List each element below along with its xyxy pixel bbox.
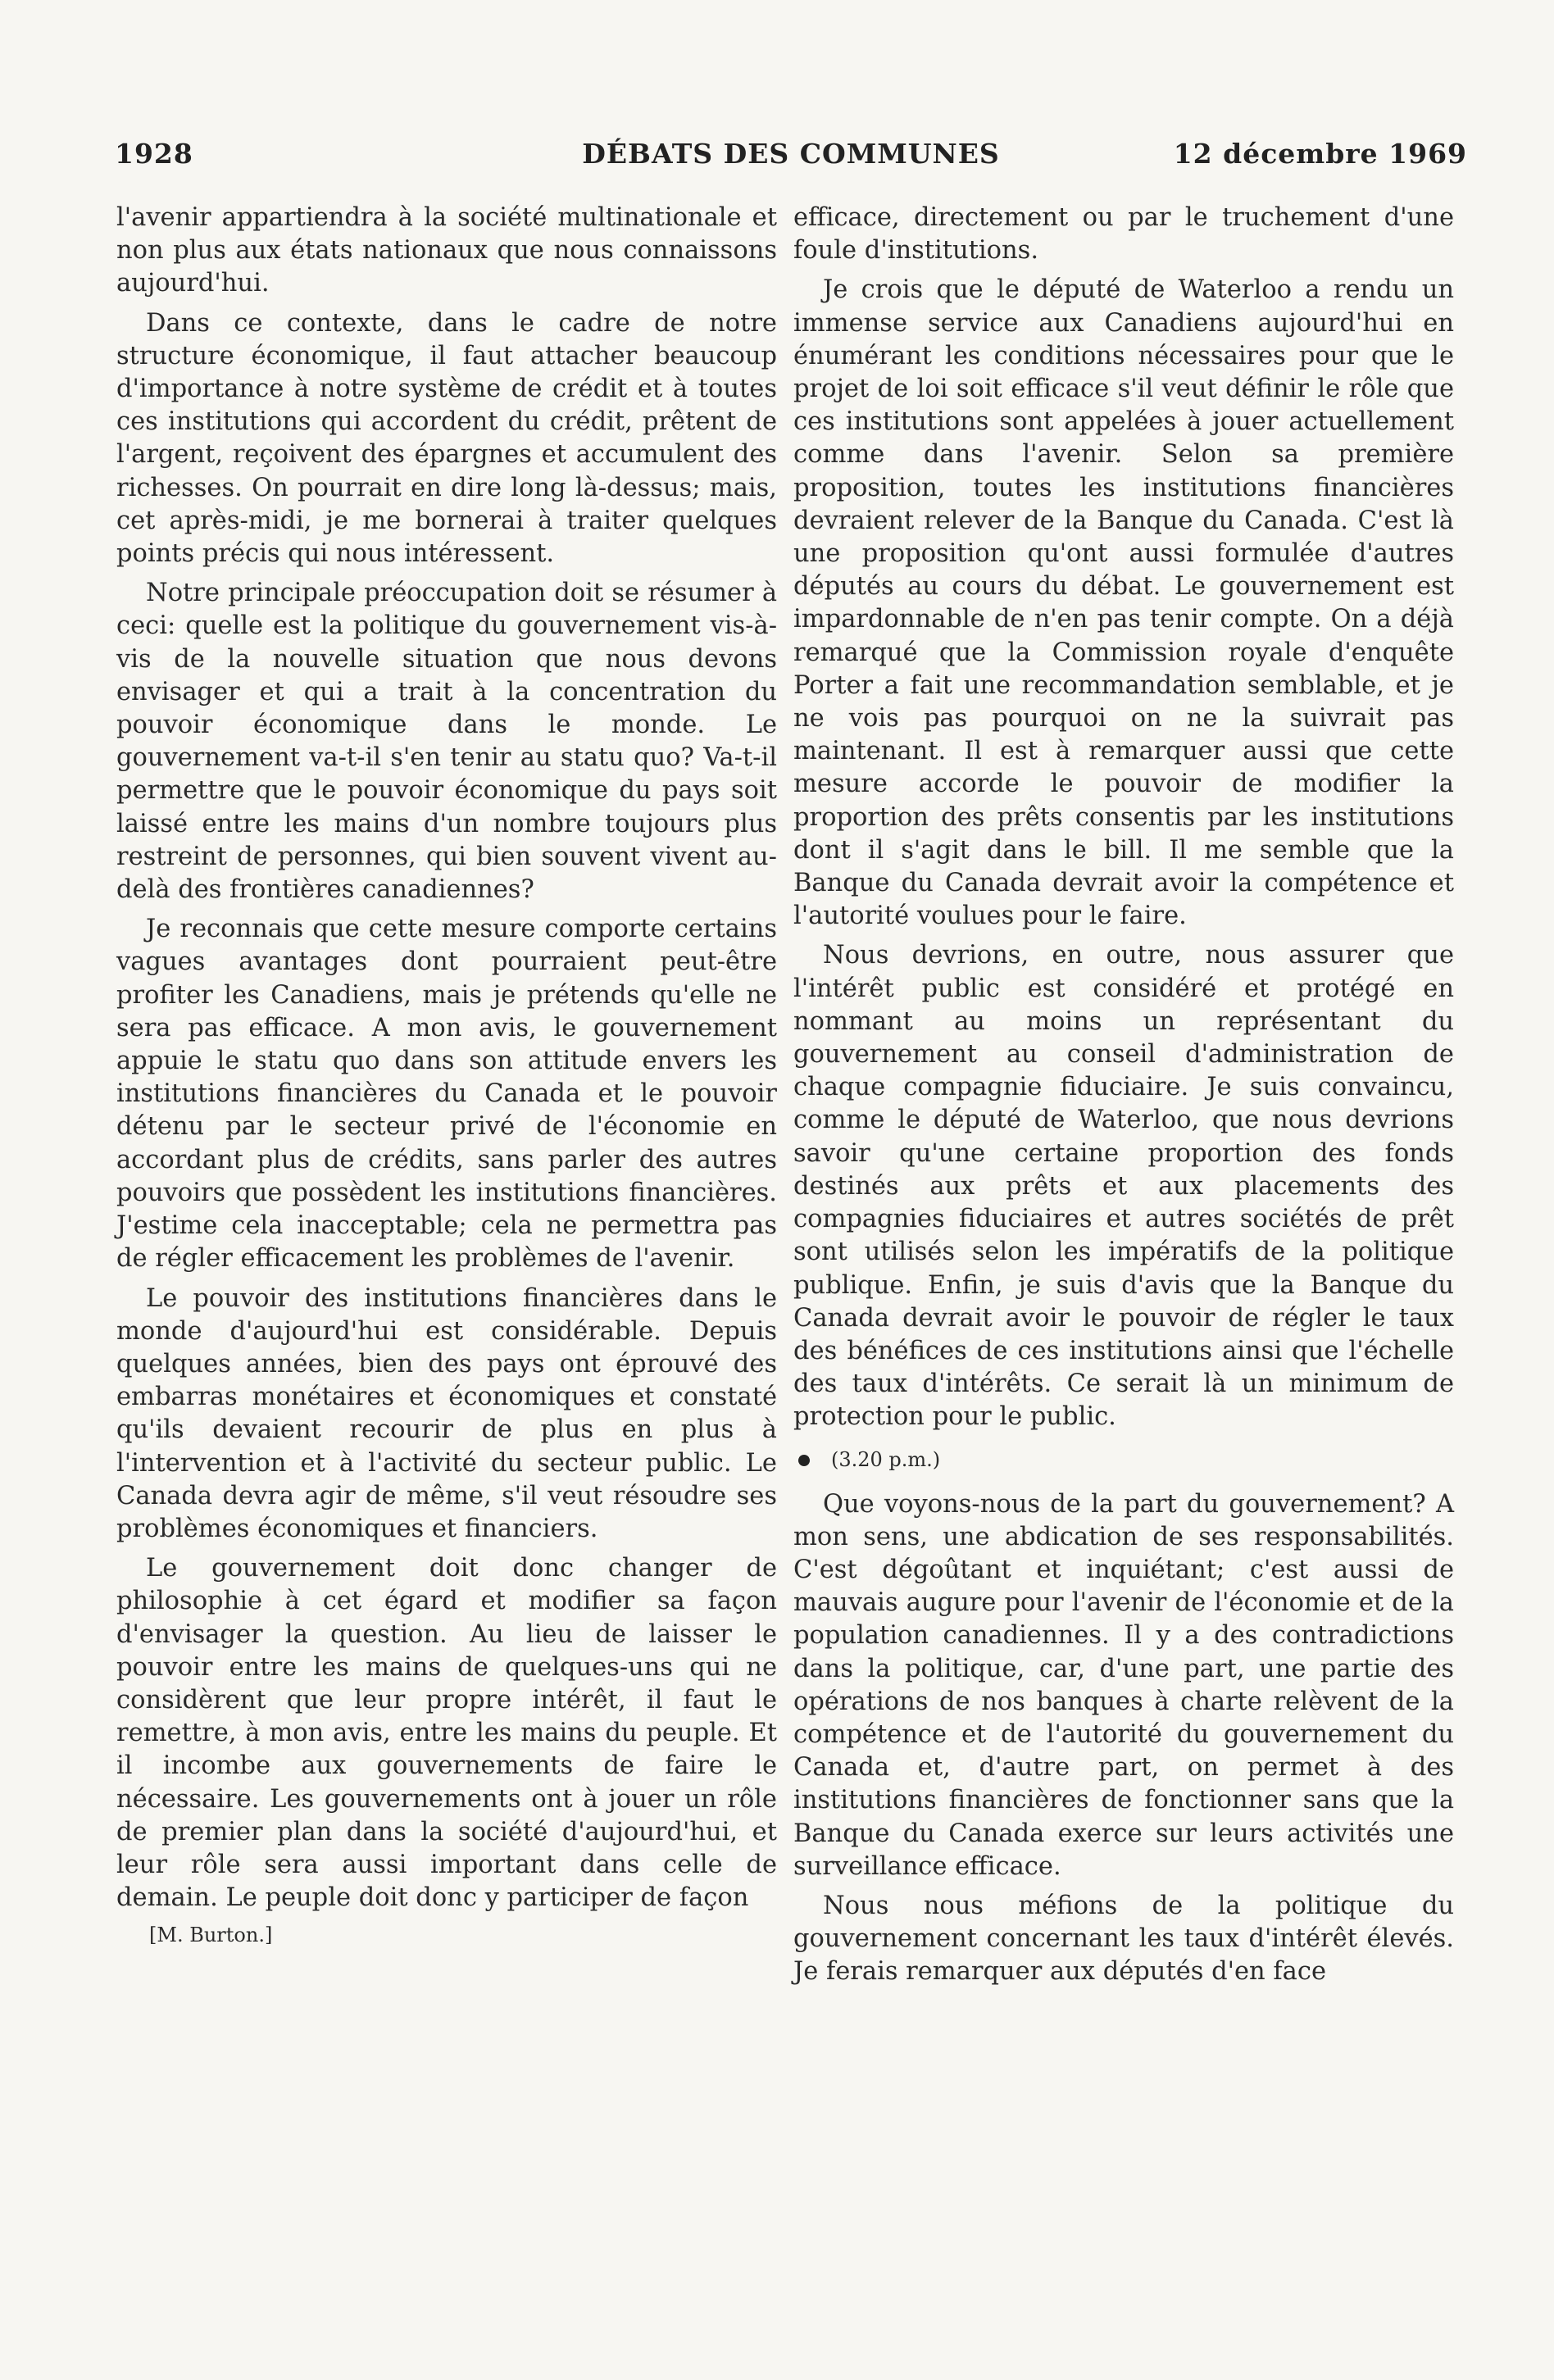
page-date: 12 décembre 1969: [1173, 138, 1467, 170]
paragraph: efficace, directement ou par le truchement d'une foule d'institutions.: [793, 203, 1454, 266]
paragraph: Dans ce contexte, dans le cadre de notre structure économique, il faut attacher beaucoup d'importance à notre système de crédit et à toutes ces institutions qui accordent du crédit, prêtent de l'argent, reçoivent des épargnes et accumulent des richesses. On pourrait en dire long là-dessus; mais, cet après-midi, je me bornerai à traiter quelques points précis qui nous intéressent.: [116, 308, 777, 569]
paragraph: Nous nous méfions de la politique du gouvernement concernant les taux d'intérêt élevés. Je ferais remarquer aux députés d'en face: [793, 1891, 1454, 1987]
paragraph: Nous devrions, en outre, nous assurer que l'intérêt public est considéré et protégé en nommant au moins un représentant du gouvernement au conseil d'administration de chaque compagnie fiduciaire. Je suis convaincu, comme le député de Waterloo, que nous devrions savoir qu'une certaine proportion des fonds destinés aux prêts et aux placements des compagnies fiduciaires et autres sociétés de prêt sont utilisés selon les impératifs de la politique publique. Enfin, je suis d'avis que la Banque du Canada devrait avoir le pouvoir de régler le taux des bénéfices de ces institutions ainsi que l'échelle des taux d'intérêts. Ce serait là un minimum de protection pour le public.: [793, 941, 1454, 1432]
time-marker-text: (3.20 p.m.): [831, 1447, 941, 1471]
time-marker: [798, 1446, 1454, 1474]
page-header: [115, 138, 1467, 179]
paragraph: Notre principale préoccupation doit se résumer à ceci: quelle est la politique du gouvernement vis-à-vis de la nouvelle situation que nous devons envisager et qui a trait à la concentration du pouvoir économique dans le monde. Le gouvernement va-t-il s'en tenir au statu quo? Va-t-il permettre que le pouvoir économique du pays soit laissé entre les mains d'un nombre toujours plus restreint de personnes, qui bien souvent vivent au-delà des frontières canadiennes?: [116, 579, 777, 905]
speaker-attribution: [M. Burton.]: [149, 1924, 273, 1947]
page-title: DÉBATS DES COMMUNES: [582, 138, 1000, 170]
paragraph: l'avenir appartiendra à la société multinationale et non plus aux états nationaux que nous connaissons aujourd'hui.: [116, 203, 777, 298]
paragraph: Je crois que le député de Waterloo a rendu un immense service aux Canadiens aujourd'hui en énumérant les conditions nécessaires pour que le projet de loi soit efficace s'il veut définir le rôle que ces institutions sont appelées à jouer actuellement comme dans l'avenir. Selon sa première proposition, toutes les institutions financières devraient relever de la Banque du Canada. C'est là une proposition qu'ont aussi formulée d'autres députés au cours du débat. Le gouvernement est impardonnable de n'en pas tenir compte. On a déjà remarqué que la Commission royale d'enquête Porter a fait une recommandation semblable, et je ne vois pas pourquoi on ne la suivrait pas maintenant. Il est à remarquer aussi que cette mesure accorde le pouvoir de modifier la proportion des prêts consentis par les institutions dont il s'agit dans le bill. Il me semble que la Banque du Canada devrait avoir la compétence et l'autorité voulues pour le faire.: [793, 275, 1454, 931]
page-number: 1928: [115, 138, 193, 170]
paragraph: Je reconnais que cette mesure comporte certains vagues avantages dont pourraient peut-être profiter les Canadiens, mais je prétends qu'elle ne sera pas efficace. A mon avis, le gouvernement appuie le statu quo dans son attitude envers les institutions financières du Canada et le pouvoir détenu par le secteur privé de l'économie en accordant plus de crédits, sans parler des autres pouvoirs que possèdent les institutions financières. J'estime cela inacceptable; cela ne permettra pas de régler efficacement les problèmes de l'avenir.: [116, 915, 777, 1274]
paragraph: Le gouvernement doit donc changer de philosophie à cet égard et modifier sa façon d'envisager la question. Au lieu de laisser le pouvoir entre les mains de quelques-uns qui ne considèrent que leur propre intérêt, il faut le remettre, à mon avis, entre les mains du peuple. Et il incombe aux gouvernements de faire le nécessaire. Les gouvernements ont à jouer un rôle de premier plan dans la société d'aujourd'hui, et leur rôle sera aussi important dans celle de demain. Le peuple doit donc y participer de façon: [116, 1554, 777, 1913]
paragraph: Le pouvoir des institutions financières dans le monde d'aujourd'hui est considérable. Depuis quelques années, bien des pays ont éprouvé des embarras monétaires et économiques et constaté qu'ils devaient recourir de plus en plus à l'intervention et à l'activité du secteur public. Le Canada devra agir de même, s'il veut résoudre ses problèmes économiques et financiers.: [116, 1283, 777, 1543]
left-column: [116, 202, 777, 1949]
paragraph: Que voyons-nous de la part du gouvernement? A mon sens, une abdication de ses responsabilités. C'est dégoûtant et inquiétant; c'est aussi de mauvais augure pour l'avenir de l'économie et de la population canadiennes. Il y a des contradictions dans la politique, car, d'une part, une partie des opérations de nos banques à charte relèvent de la compétence et de l'autorité du gouvernement du Canada et, d'autre part, on permet à des institutions financières de fonctionner sans que la Banque du Canada exerce sur leurs activités une surveillance efficace.: [793, 1489, 1454, 1881]
bullet-dot-icon: [798, 1455, 810, 1466]
right-column: [793, 202, 1454, 1996]
